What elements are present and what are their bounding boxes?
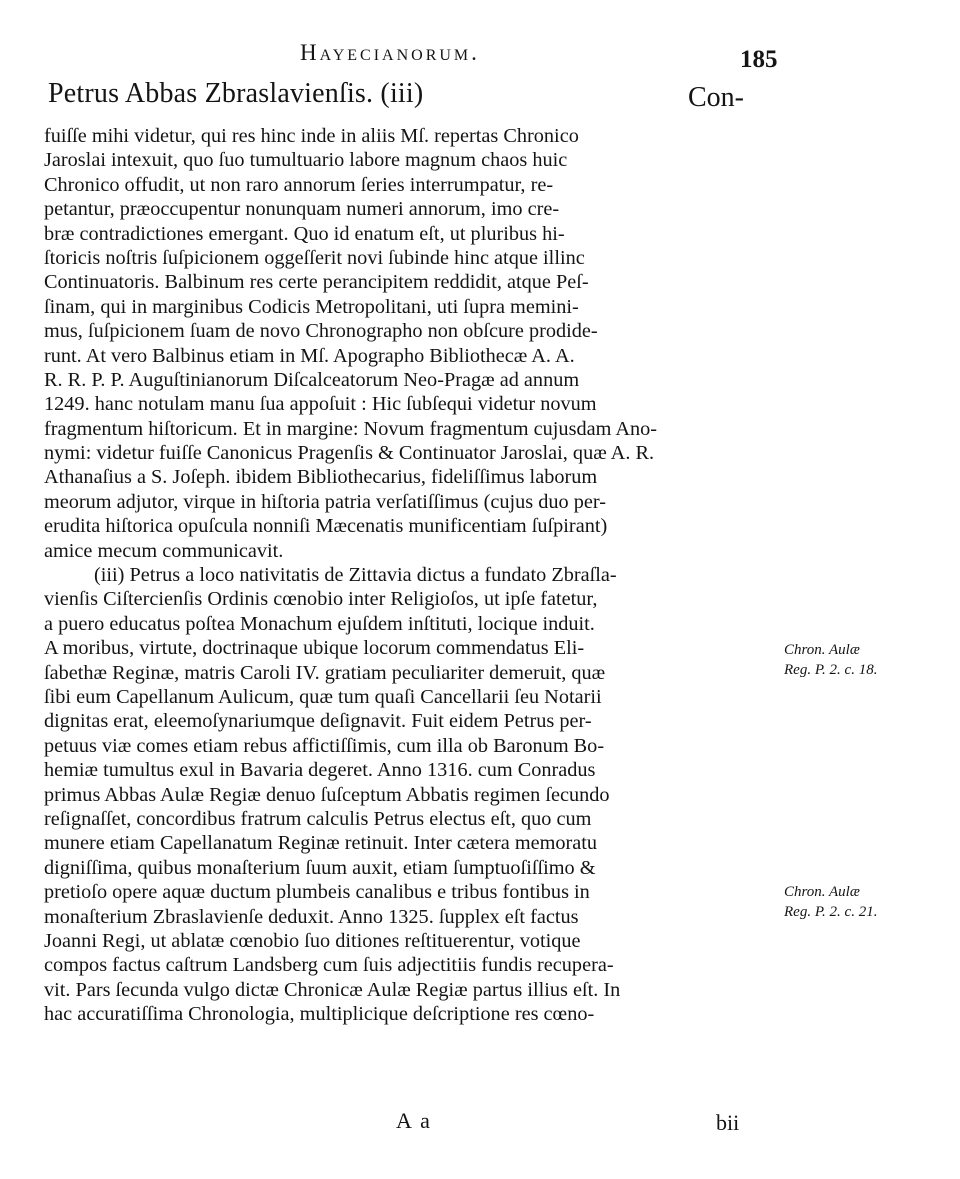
text-line: erudita hiſtorica opuſcula nonniſi Mæcenatis munificentiam ſuſpirant) xyxy=(44,515,608,538)
margin-note-1 xyxy=(784,640,877,680)
text-line: hac accuratiſſima Chronologia, multiplicique deſcriptione res cœno- xyxy=(44,1003,595,1026)
catchword-top: Con- xyxy=(688,82,744,113)
text-line: Athanaſius a S. Joſeph. ibidem Bibliothecarius, fideliſſimus laborum xyxy=(44,466,598,489)
body-text xyxy=(44,124,784,1026)
text-line: bræ contradictiones emergant. Quo id enatum eſt, ut pluribus hi- xyxy=(44,222,565,245)
text-line: reſignaſſet, concordibus fratrum calculis Petrus electus eſt, quo cum xyxy=(44,807,592,830)
page-number: 185 xyxy=(740,46,778,73)
section-heading: Petrus Abbas Zbraslavienſis. (iii) xyxy=(48,78,424,109)
running-head: Hayecianorum. xyxy=(300,40,480,65)
catchword-bottom: bii xyxy=(716,1110,740,1135)
text-line: Joanni Regi, ut ablatæ cœnobio ſuo ditiones reſtituerentur, votique xyxy=(44,929,581,952)
text-line: meorum adjutor, virque in hiſtoria patria verſatiſſimus (cujus duo per- xyxy=(44,490,607,513)
text-line: ſtoricis noſtris ſuſpicionem oggeſſerit novi ſubinde hinc atque illinc xyxy=(44,246,585,269)
text-line: nymi: videtur fuiſſe Canonicus Pragenſis & Continuator Jaroslai, quæ A. R. xyxy=(44,442,655,465)
text-line: dignitas erat, eleemoſynariumque deſignavit. Fuit eidem Petrus per- xyxy=(44,710,592,733)
text-line: compos factus caſtrum Landsberg cum ſuis adjectitiis fundis recupera- xyxy=(44,954,614,977)
margin-note-2-line1: Chron. Aulæ xyxy=(784,884,860,900)
text-line: fragmentum hiſtoricum. Et in margine: Novum fragmentum cujusdam Ano- xyxy=(44,417,658,440)
footnote-start-line: (iii) Petrus a loco nativitatis de Zittavia dictus a fundato Zbraſla- xyxy=(94,564,617,587)
text-line: ſibi eum Capellanum Aulicum, quæ tum quaſi Cancellarii ſeu Notarii xyxy=(44,685,602,708)
text-line: petantur, præoccupentur nonunquam numeri annorum, imo cre- xyxy=(44,198,560,221)
text-line: R. R. P. P. Auguſtinianorum Diſcalceatorum Neo-Pragæ ad annum xyxy=(44,368,580,391)
text-line: Jaroslai intexuit, quo ſuo tumultuario labore magnum chaos huic xyxy=(44,149,568,172)
text-line: a puero educatus poſtea Monachum ejuſdem inſtituti, locique induit. xyxy=(44,612,595,635)
margin-note-1-line2: Reg. P. 2. c. 18. xyxy=(784,662,878,678)
text-line: ſabethæ Reginæ, matris Caroli IV. gratiam peculiariter demeruit, quæ xyxy=(44,661,606,684)
text-line: A moribus, virtute, doctrinaque ubique locorum commendatus Eli- xyxy=(44,637,585,660)
text-line: primus Abbas Aulæ Regiæ denuo ſuſceptum Abbatis regimen ſecundo xyxy=(44,783,610,806)
text-line: digniſſima, quibus monaſterium ſuum auxit, etiam ſumptuoſiſſimo & xyxy=(44,856,596,879)
margin-note-1-line1: Chron. Aulæ xyxy=(784,642,860,658)
text-line: munere etiam Capellanatum Reginæ retinuit. Inter cætera memoratu xyxy=(44,832,598,855)
text-line: hemiæ tumultus exul in Bavaria degeret. Anno 1316. cum Conradus xyxy=(44,759,596,782)
text-line: Chronico offudit, ut non raro annorum ſeries interrumpatur, re- xyxy=(44,173,554,196)
text-line: mus, ſuſpicionem ſuam de novo Chronographo non obſcure prodide- xyxy=(44,320,598,343)
text-line: runt. At vero Balbinus etiam in Mſ. Apographo Bibliothecæ A. A. xyxy=(44,344,575,367)
text-line: ſinam, qui in marginibus Codicis Metropolitani, uti ſupra memini- xyxy=(44,295,579,318)
text-line: vit. Pars ſecunda vulgo dictæ Chronicæ Aulæ Regiæ partus illius eſt. In xyxy=(44,978,621,1001)
text-line: Continuatoris. Balbinum res certe perancipitem reddidit, atque Peſ- xyxy=(44,271,589,294)
text-line: monaſterium Zbraslavienſe deduxit. Anno 1325. ſupplex eſt factus xyxy=(44,905,579,928)
margin-note-2-line2: Reg. P. 2. c. 21. xyxy=(784,904,878,920)
margin-note-2 xyxy=(784,882,877,922)
text-line: 1249. hanc notulam manu ſua appoſuit : Hic ſubſequi videtur novum xyxy=(44,393,597,416)
text-line: pretioſo opere aquæ ductum plumbeis canalibus e tribus fontibus in xyxy=(44,881,590,904)
text-line: amice mecum communicavit. xyxy=(44,539,284,562)
signature-mark: A a xyxy=(396,1108,432,1133)
text-line: petuus viæ comes etiam rebus affictiſſimis, cum illa ob Baronum Bo- xyxy=(44,734,605,757)
text-line: vienſis Ciſtercienſis Ordinis cœnobio inter Religioſos, ut ipſe fatetur, xyxy=(44,588,598,611)
text-line: fuiſſe mihi videtur, qui res hinc inde in aliis Mſ. repertas Chronico xyxy=(44,125,579,147)
